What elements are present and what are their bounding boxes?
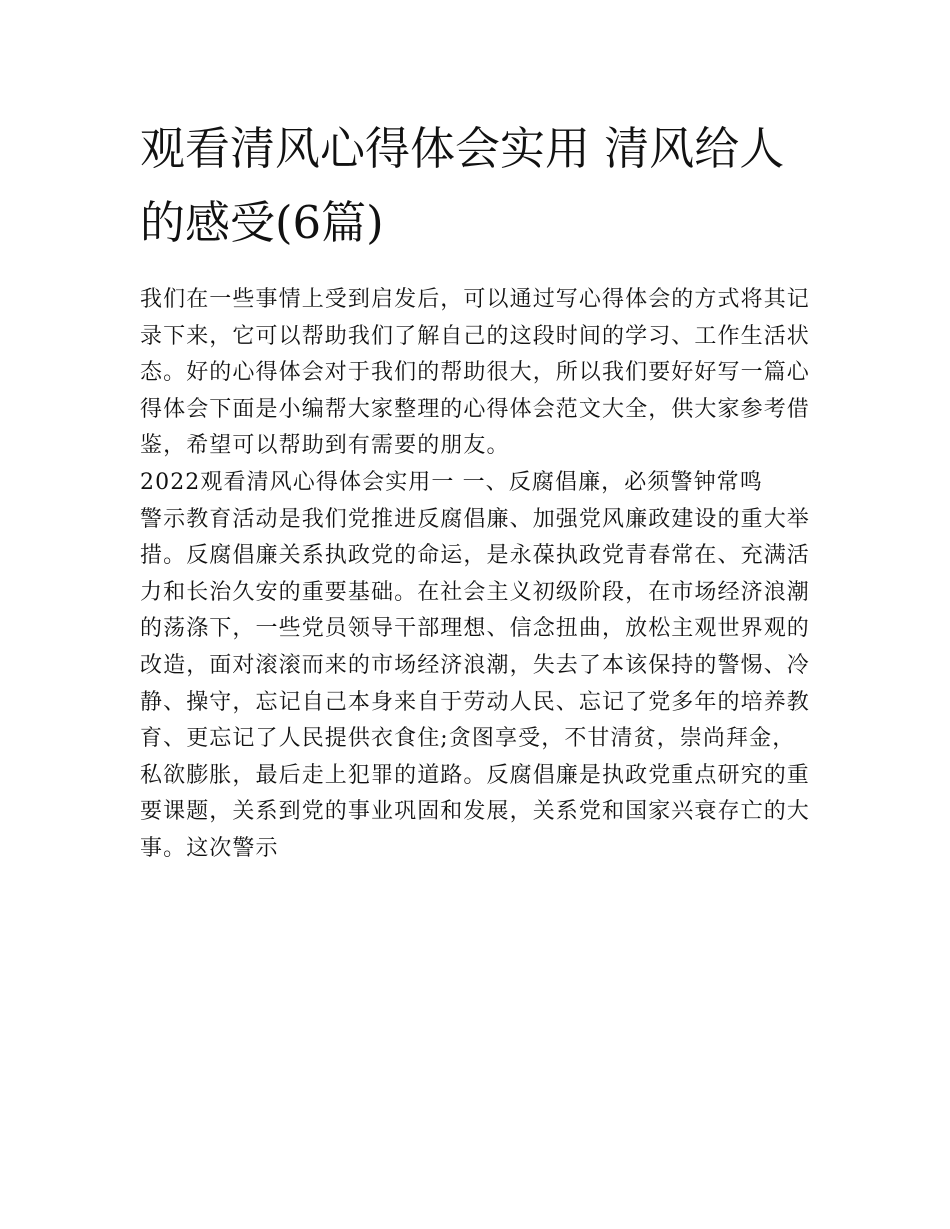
intro-paragraph: 我们在一些事情上受到启发后，可以通过写心得体会的方式将其记录下来，它可以帮助我们了解自己的这段时间的学习、工作生活状态。好的心得体会对于我们的帮助很大，所以我们要好好写一篇心得体会下面是小编帮大家整理的心得体会范文大全，供大家参考借鉴，希望可以帮助到有需要的朋友。: [140, 287, 810, 459]
body-paragraph: 警示教育活动是我们党推进反腐倡廉、加强党风廉政建设的重大举措。反腐倡廉关系执政党的命运，是永葆执政党青春常在、充满活力和长治久安的重要基础。在社会主义初级阶段，在市场经济浪潮的荡涤下，一些党员领导干部理想、信念扭曲，放松主观世界观的改造，面对滚滚而来的市场经济浪潮，失去了本该保持的警惕、冷静、操守，忘记自己本身来自于劳动人民、忘记了党多年的培养教育、更忘记了人民提供衣食住;贪图享受，不甘清贫，崇尚拜金，私欲膨胀，最后走上犯罪的道路。反腐倡廉是执政党重点研究的重要课题，关系到党的事业巩固和发展，关系党和国家兴衰存亡的大事。这次警示: [140, 506, 810, 861]
document-title: 观看清风心得体会实用 清风给人的感受(6篇): [140, 122, 785, 249]
document-body: [140, 282, 812, 868]
section-heading-paragraph: 2022观看清风心得体会实用一 一、反腐倡廉，必须警钟常鸣: [140, 469, 763, 495]
